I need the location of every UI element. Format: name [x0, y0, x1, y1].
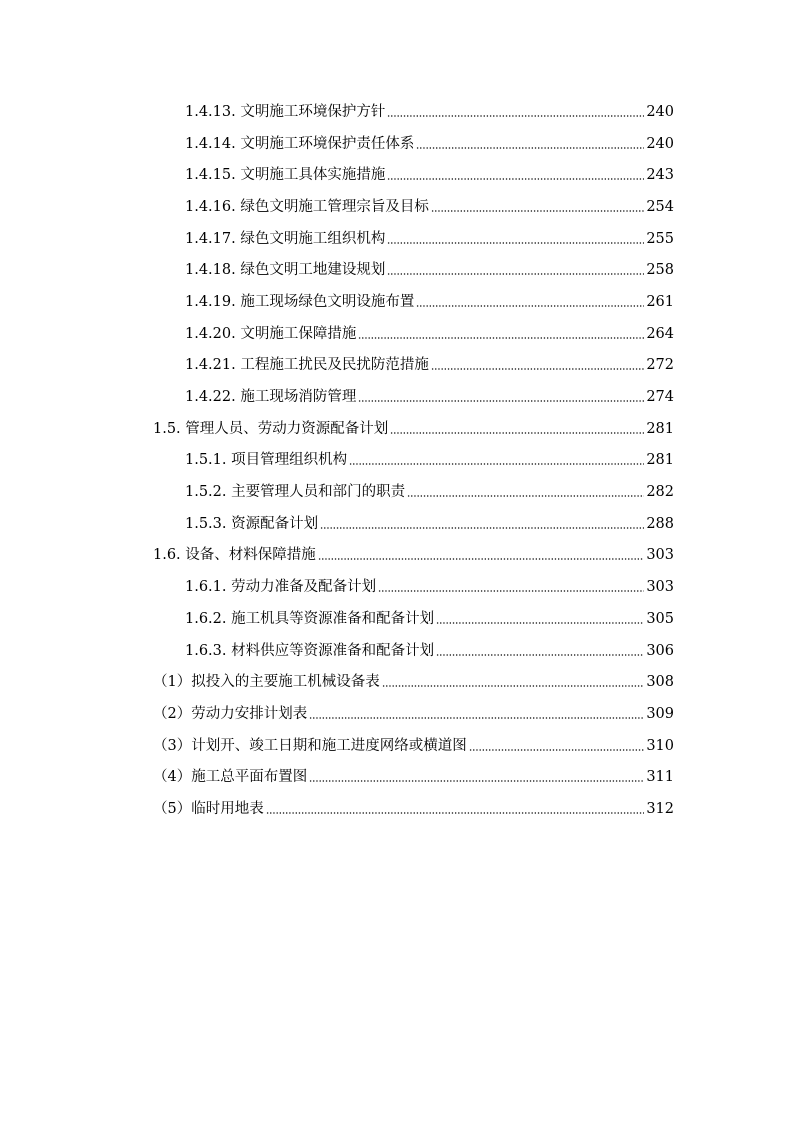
toc-entry-page: 310: [646, 737, 674, 754]
toc-entry-number: 1.6.2.: [185, 610, 232, 627]
toc-entry-title: 劳动力安排计划表: [191, 705, 308, 722]
toc-entry-page: 303: [646, 579, 674, 596]
toc-entry[interactable]: [153, 666, 674, 698]
toc-entry-page: 240: [646, 103, 674, 120]
toc-entry-number: 1.4.18.: [185, 262, 241, 279]
dot-leader: [378, 589, 644, 593]
toc-entry-page: 288: [646, 515, 674, 532]
toc-entry[interactable]: [185, 603, 674, 635]
toc-entry-page: 272: [646, 357, 674, 374]
toc-entry[interactable]: [153, 540, 674, 572]
toc-entry-title: 管理人员、劳动力资源配备计划: [185, 420, 389, 437]
toc-entry-number: 1.5.2.: [185, 484, 232, 501]
toc-entry-number: 1.5.1.: [185, 452, 232, 469]
toc-entry-title: 文明施工具体实施措施: [240, 167, 386, 184]
dot-leader: [387, 177, 644, 181]
toc-entry[interactable]: [153, 730, 674, 762]
toc-entry-number: 1.6.3.: [185, 642, 232, 659]
toc-entry-page: 254: [646, 198, 674, 215]
dot-leader: [382, 684, 645, 688]
dot-leader: [320, 526, 644, 530]
toc-entry-page: 240: [646, 135, 674, 152]
toc-entry-page: 258: [646, 262, 674, 279]
toc-entry-title: 资源配备计划: [231, 515, 319, 532]
toc-entry-title: 施工现场消防管理: [240, 389, 357, 406]
toc-entry-title: 绿色文明施工组织机构: [240, 230, 386, 247]
toc-entry[interactable]: [185, 571, 674, 603]
toc-entry-title: 主要管理人员和部门的职责: [231, 484, 406, 501]
toc-entry-number: 1.5.3.: [185, 515, 232, 532]
dot-leader: [436, 621, 644, 625]
toc-entry[interactable]: [185, 223, 674, 255]
table-of-contents: [0, 96, 793, 825]
dot-leader: [358, 399, 644, 403]
dot-leader: [309, 716, 644, 720]
dot-leader: [436, 653, 644, 657]
toc-entry-number: （1）: [153, 674, 192, 691]
toc-entry[interactable]: [153, 698, 674, 730]
toc-entry-number: （5）: [153, 800, 192, 817]
toc-entry-title: 工程施工扰民及民扰防范措施: [240, 357, 429, 374]
toc-entry-number: 1.6.1.: [185, 579, 232, 596]
toc-entry-number: 1.4.13.: [185, 103, 241, 120]
toc-entry[interactable]: [153, 413, 674, 445]
dot-leader: [407, 494, 644, 498]
toc-entry-page: 261: [646, 293, 674, 310]
toc-entry-title: 项目管理组织机构: [231, 452, 348, 469]
dot-leader: [387, 241, 644, 245]
toc-entry[interactable]: [153, 761, 674, 793]
toc-entry-page: 309: [646, 705, 674, 722]
dot-leader: [416, 146, 644, 150]
toc-entry-number: 1.5.: [153, 420, 186, 437]
dot-leader: [416, 304, 644, 308]
toc-entry-title: 临时用地表: [191, 800, 264, 817]
dot-leader: [469, 748, 645, 752]
toc-entry[interactable]: [185, 508, 674, 540]
toc-entry-title: 文明施工环境保护方针: [240, 103, 386, 120]
dot-leader: [266, 811, 645, 815]
toc-entry-number: 1.4.17.: [185, 230, 241, 247]
toc-entry[interactable]: [185, 128, 674, 160]
toc-entry[interactable]: [185, 381, 674, 413]
toc-entry-number: 1.4.15.: [185, 167, 241, 184]
toc-entry-page: 312: [646, 800, 674, 817]
toc-entry-title: 拟投入的主要施工机械设备表: [191, 674, 380, 691]
toc-entry-number: 1.6.: [153, 547, 186, 564]
dot-leader: [390, 431, 644, 435]
toc-entry[interactable]: [185, 318, 674, 350]
dot-leader: [349, 462, 644, 466]
toc-entry-number: 1.4.14.: [185, 135, 241, 152]
dot-leader: [318, 557, 645, 561]
toc-entry-title: 绿色文明工地建设规划: [240, 262, 386, 279]
dot-leader: [387, 272, 644, 276]
toc-entry-page: 281: [646, 452, 674, 469]
toc-entry-page: 264: [646, 325, 674, 342]
toc-entry-title: 施工总平面布置图: [191, 769, 308, 786]
toc-entry[interactable]: [185, 476, 674, 508]
toc-entry-title: 文明施工环境保护责任体系: [240, 135, 415, 152]
toc-entry-page: 255: [646, 230, 674, 247]
toc-entry-page: 274: [646, 389, 674, 406]
toc-entry-page: 281: [646, 420, 674, 437]
toc-entry-number: 1.4.19.: [185, 293, 241, 310]
toc-entry-number: （2）: [153, 705, 192, 722]
dot-leader: [431, 367, 644, 371]
toc-entry-number: 1.4.20.: [185, 325, 241, 342]
toc-entry-page: 308: [646, 674, 674, 691]
toc-entry[interactable]: [185, 96, 674, 128]
toc-entry-title: 施工机具等资源准备和配备计划: [231, 610, 435, 627]
toc-entry[interactable]: [185, 286, 674, 318]
toc-entry-page: 282: [646, 484, 674, 501]
toc-entry-title: 计划开、竣工日期和施工进度网络或横道图: [191, 737, 467, 754]
toc-entry-title: 绿色文明施工管理宗旨及目标: [240, 198, 429, 215]
toc-entry-number: 1.4.16.: [185, 198, 241, 215]
dot-leader: [431, 209, 644, 213]
toc-entry-page: 305: [646, 610, 674, 627]
toc-entry[interactable]: [153, 793, 674, 825]
toc-entry-title: 设备、材料保障措施: [185, 547, 316, 564]
toc-entry-number: 1.4.21.: [185, 357, 241, 374]
toc-entry-page: 303: [646, 547, 674, 564]
toc-entry[interactable]: [185, 635, 674, 667]
toc-entry-title: 材料供应等资源准备和配备计划: [231, 642, 435, 659]
toc-entry-number: 1.4.22.: [185, 389, 241, 406]
toc-entry-page: 311: [646, 769, 674, 786]
toc-entry-page: 243: [646, 167, 674, 184]
toc-entry-number: （4）: [153, 769, 192, 786]
toc-entry-page: 306: [646, 642, 674, 659]
toc-entry-title: 施工现场绿色文明设施布置: [240, 293, 415, 310]
dot-leader: [309, 779, 644, 783]
toc-entry-title: 文明施工保障措施: [240, 325, 357, 342]
toc-entry[interactable]: [185, 159, 674, 191]
toc-entry[interactable]: [185, 191, 674, 223]
toc-entry[interactable]: [185, 254, 674, 286]
dot-leader: [358, 336, 644, 340]
dot-leader: [387, 114, 644, 118]
toc-entry-number: （3）: [153, 737, 192, 754]
toc-entry[interactable]: [185, 350, 674, 382]
toc-entry[interactable]: [185, 445, 674, 477]
toc-entry-title: 劳动力准备及配备计划: [231, 579, 377, 596]
